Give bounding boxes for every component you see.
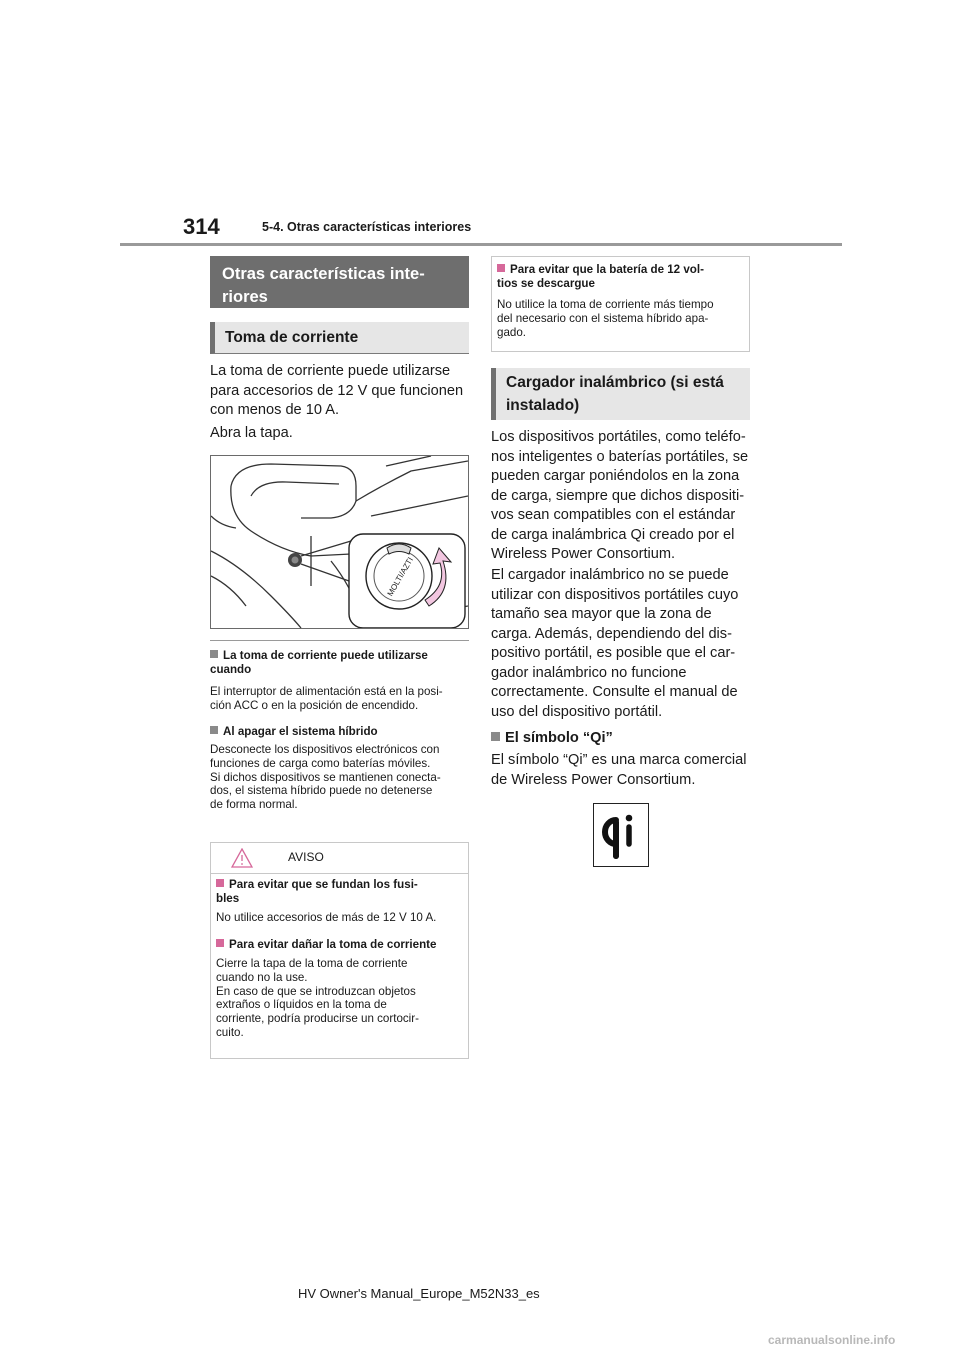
warning-item2-body: Cierre la tapa de la toma de corriente cuando no la use. En caso de que se introduzcan objetos extraños o líquidos en la toma de corriente, podría producirse un cortocir- cuito.: [216, 957, 419, 1039]
warning-header: [211, 843, 468, 874]
subheading-wireless-charger: Cargador inalámbrico (si está instalado): [491, 368, 750, 420]
warning-continued-box: [491, 256, 750, 352]
note2-title-row: [210, 725, 472, 739]
battery-warning-title-row: [497, 263, 747, 291]
bullet-square-icon: [491, 732, 500, 741]
note1-title-row: [210, 649, 472, 677]
wireless-limits-paragraph: El cargador inalámbrico no se puede utilizar con dispositivos portátiles cuyo tamaño sea mayor que la zona de carga. Además, dependiendo del dis- positivo portátil, es posible que el car- gador inalámbrico no funcione correctamente. Consulte el manual de uso del dispositivo portátil.: [491, 567, 739, 720]
bullet-square-icon: [210, 650, 218, 658]
warning-item1-title-row: [216, 878, 466, 906]
warning-item2-title: Para evitar dañar la toma de corriente: [229, 938, 437, 951]
notes-divider: [210, 640, 469, 641]
qi-title: El símbolo “Qi”: [505, 730, 613, 746]
qi-logo: [593, 803, 649, 867]
note1-title: La toma de corriente puede utilizarse cuando: [210, 649, 428, 676]
footer-manual-id: HV Owner's Manual_Europe_M52N33_es: [298, 1286, 540, 1301]
open-cover-instruction: Abra la tapa.: [210, 425, 293, 441]
warning-triangle-icon: [231, 848, 253, 868]
wireless-intro-paragraph: Los dispositivos portátiles, como teléfo- nos inteligentes o baterías portátiles, se pueden cargar poniéndolos en la zona de carga, siempre que dichos dispositi- vos sean compatibles con el estándar de carga inalámbrica Qi creado por el Wireless Power Consortium.: [491, 429, 749, 562]
note2-title: Al apagar el sistema híbrido: [223, 725, 378, 738]
note2-body: Desconecte los dispositivos electrónicos con funciones de carga como baterías móviles. Si dichos dispositivos se mantienen conecta- dos, el sistema híbrido puede no detenerse de forma normal.: [210, 743, 441, 812]
intro-paragraph: La toma de corriente puede utilizarse para accesorios de 12 V que funcionen con menos de 10 A.: [210, 363, 464, 418]
bullet-square-icon: [210, 726, 218, 734]
bullet-square-icon: [216, 939, 224, 947]
warning-item2-title-row: [216, 938, 466, 952]
main-heading: Otras características inte- riores: [210, 256, 469, 308]
header-divider: [120, 243, 842, 246]
qi-body: El símbolo “Qi” es una marca comercial de Wireless Power Consortium.: [491, 752, 747, 788]
section-title: 5-4. Otras características interiores: [262, 220, 472, 234]
warning-box: [210, 842, 469, 1059]
subheading-power-outlet: Toma de corriente: [210, 322, 469, 354]
bullet-square-icon: [497, 264, 505, 272]
warning-label: AVISO: [288, 850, 324, 864]
qi-title-row: [491, 729, 756, 749]
bullet-square-icon: [216, 879, 224, 887]
qi-logo-icon: [594, 804, 648, 866]
note1-body: El interruptor de alimentación está en la posi- ción ACC o en la posición de encendido.: [210, 685, 443, 712]
page-number: 314: [183, 214, 220, 239]
watermark: carmanualsonline.info: [768, 1333, 896, 1347]
battery-warning-body: No utilice la toma de corriente más tiempo del necesario con el sistema híbrido apa- gado.: [497, 298, 714, 339]
battery-warning-title: Para evitar que la batería de 12 vol- tios se descargue: [497, 263, 704, 290]
warning-item1-title: Para evitar que se fundan los fusi- bles: [216, 878, 418, 905]
outlet-cap-label: MOLTI/AZTI: [385, 555, 416, 598]
warning-item1-body: No utilice accesorios de más de 12 V 10 A.: [216, 911, 437, 924]
power-outlet-drawing: [211, 456, 468, 628]
power-outlet-illustration: [210, 455, 469, 629]
